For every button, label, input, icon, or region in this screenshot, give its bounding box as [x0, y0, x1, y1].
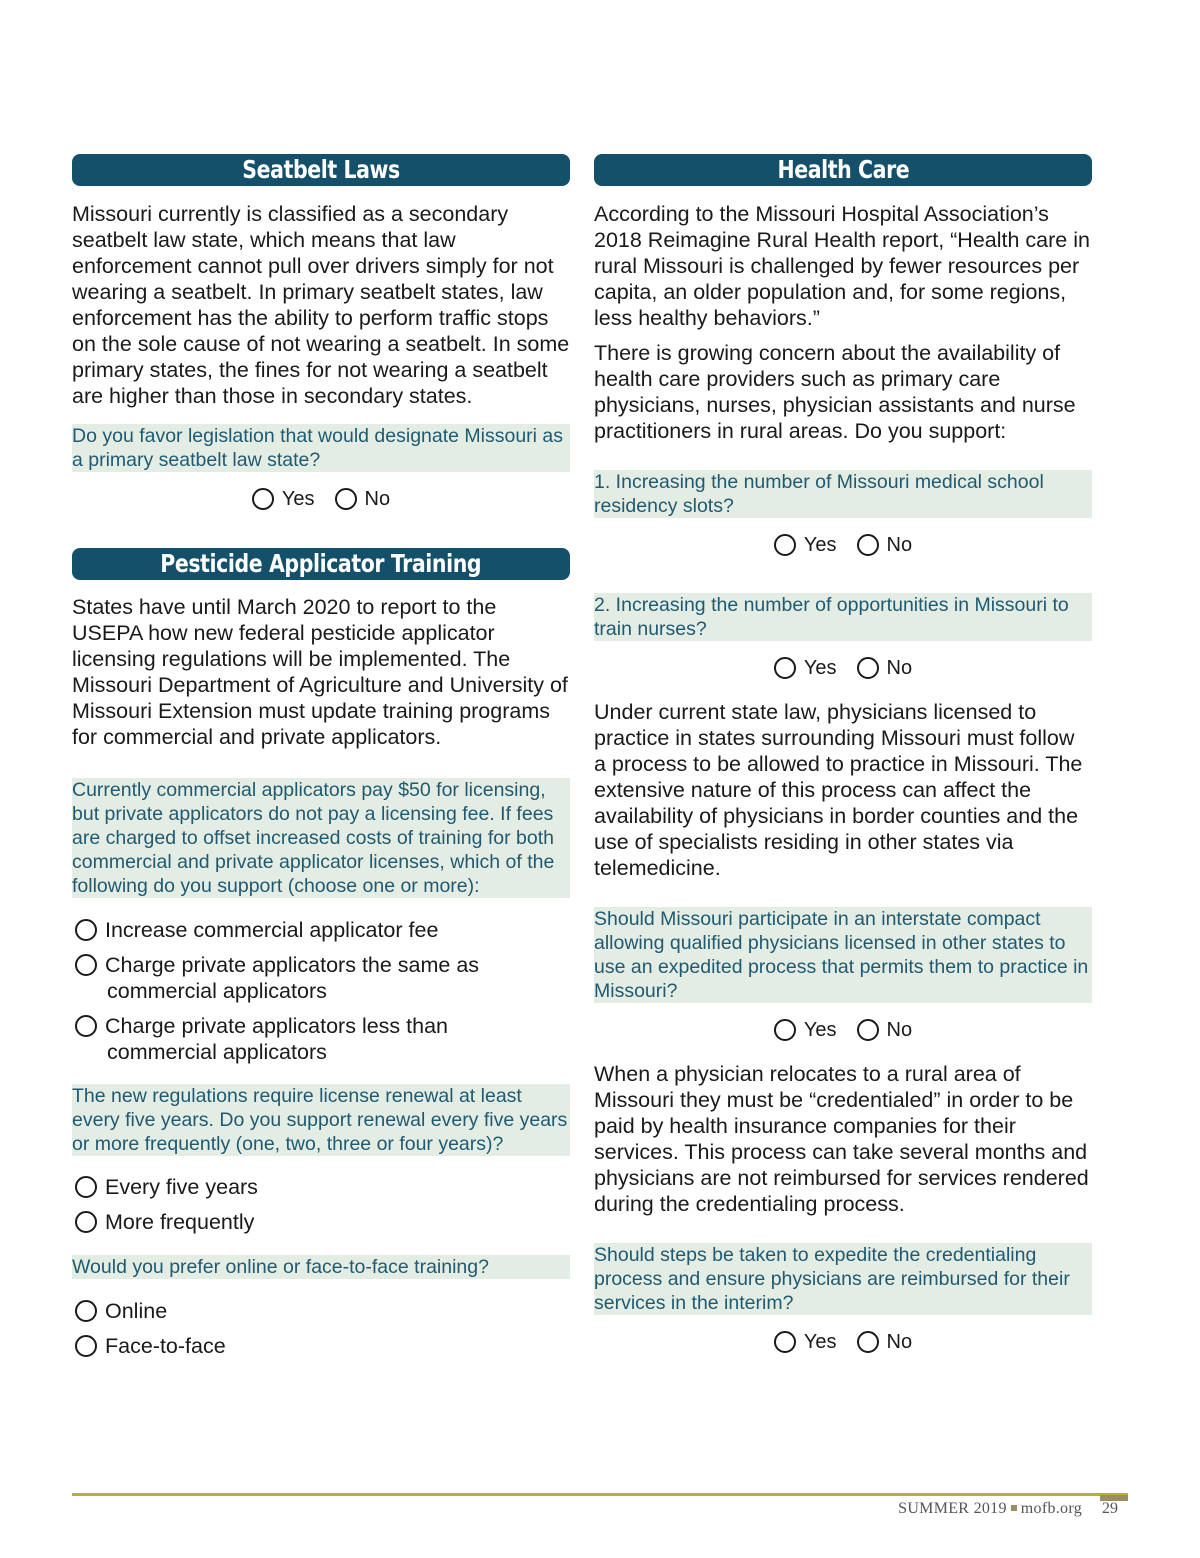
radio-circle-icon[interactable] — [75, 1211, 97, 1233]
health-question-residency: 1. Increasing the number of Missouri medical school residency slots? — [594, 470, 1092, 518]
seatbelt-heading: Seatbelt Laws — [72, 154, 570, 186]
radio-circle-icon[interactable] — [774, 1331, 796, 1353]
training-option-online[interactable]: Online — [72, 1298, 570, 1324]
radio-circle-icon[interactable] — [75, 954, 97, 976]
pesticide-heading: Pesticide Applicator Training — [72, 548, 570, 580]
credentialing-answer — [594, 1330, 1092, 1354]
pesticide-renewal-question: The new regulations require license renewal at least every five years. Do you support renewal every five years or more frequently (one, two, three or four years)? — [72, 1084, 570, 1156]
health-intro: According to the Missouri Hospital Association’s 2018 Reimagine Rural Health report, “Health care in rural Missouri is challenged by fewer resources per capita, an older population and, for some regions, less healthy behaviors.” — [594, 202, 1090, 330]
health-question-credentialing: Should steps be taken to expedite the credentialing process and ensure physicians are reimbursed for their services in the interim? — [594, 1243, 1092, 1315]
health-heading: Health Care — [594, 154, 1092, 186]
renewal-option-five-years[interactable]: Every five years — [72, 1174, 570, 1200]
radio-circle-icon[interactable] — [75, 1176, 97, 1198]
health-question-compact: Should Missouri participate in an interstate compact allowing qualified physicians licensed in other states to use an expedited process that permits them to practice in Missouri? — [594, 907, 1092, 1003]
left-column — [72, 154, 570, 1368]
radio-circle-icon[interactable] — [857, 1019, 879, 1041]
fee-option-private-same[interactable]: Charge private applicators the same as commercial applicators — [72, 952, 570, 1004]
health-law-paragraph: Under current state law, physicians licensed to practice in states surrounding Missouri must follow a process to be allowed to practice in Missouri. The extensive nature of this process can affect the availability of physicians in border counties and the use of specialists residing in other states via telemedicine. — [594, 700, 1083, 880]
square-bullet-icon — [1011, 1505, 1017, 1511]
radio-circle-icon[interactable] — [75, 1015, 97, 1037]
radio-circle-icon[interactable] — [774, 534, 796, 556]
radio-circle-icon[interactable] — [75, 1335, 97, 1357]
compact-no-option[interactable]: No — [857, 1018, 913, 1042]
radio-circle-icon[interactable] — [857, 657, 879, 679]
residency-no-option[interactable]: No — [857, 533, 913, 557]
seatbelt-body: Missouri currently is classified as a secondary seatbelt law state, which means that law enforcement cannot pull over drivers simply for not wearing a seatbelt. In primary seatbelt states, law enforcement has the ability to perform traffic stops on the sole cause of not wearing a seatbelt. In some primary states, the fines for not wearing a seatbelt are higher than those in secondary states. — [72, 202, 570, 408]
fee-option-increase-commercial[interactable]: Increase commercial applicator fee — [72, 917, 570, 943]
page-number: 29 — [1102, 1500, 1118, 1517]
radio-circle-icon[interactable] — [75, 1300, 97, 1322]
fee-options — [72, 917, 570, 1065]
health-question-nurses: 2. Increasing the number of opportunities in Missouri to train nurses? — [594, 593, 1092, 641]
nurses-no-option[interactable]: No — [857, 656, 913, 680]
seatbelt-no-option[interactable]: No — [335, 487, 391, 511]
seatbelt-yes-option[interactable]: Yes — [252, 487, 315, 511]
radio-circle-icon[interactable] — [252, 488, 274, 510]
residency-yes-option[interactable]: Yes — [774, 533, 837, 557]
radio-circle-icon[interactable] — [857, 1331, 879, 1353]
credentialing-yes-option[interactable]: Yes — [774, 1330, 837, 1354]
radio-circle-icon[interactable] — [857, 534, 879, 556]
pesticide-body: States have until March 2020 to report to the USEPA how new federal pesticide applicator licensing regulations will be implemented. The Missouri Department of Agriculture and University of Missouri Extension must update training programs for commercial and private applicators. — [72, 595, 568, 749]
renewal-option-more-frequently[interactable]: More frequently — [72, 1209, 570, 1235]
footer-issue-site: SUMMER 2019 mofb.org — [898, 1500, 1082, 1517]
radio-circle-icon[interactable] — [774, 1019, 796, 1041]
right-column — [594, 154, 1092, 1354]
radio-circle-icon[interactable] — [335, 488, 357, 510]
seatbelt-question: Do you favor legislation that would designate Missouri as a primary seatbelt law state? — [72, 424, 570, 472]
nurses-yes-option[interactable]: Yes — [774, 656, 837, 680]
footer-rule — [72, 1493, 1128, 1496]
pesticide-training-question: Would you prefer online or face-to-face training? — [72, 1255, 570, 1279]
nurses-answer — [594, 656, 1092, 680]
fee-option-private-less[interactable]: Charge private applicators less than commercial applicators — [72, 1013, 570, 1065]
radio-circle-icon[interactable] — [774, 657, 796, 679]
radio-circle-icon[interactable] — [75, 919, 97, 941]
renewal-options — [72, 1174, 570, 1235]
residency-answer — [594, 533, 1092, 557]
training-options — [72, 1298, 570, 1359]
pesticide-fee-question: Currently commercial applicators pay $50 for licensing, but private applicators do not pay a licensing fee. If fees are charged to offset increased costs of training for both commercial and private applicator licenses, which of the following do you support (choose one or more): — [72, 778, 570, 898]
credentialing-no-option[interactable]: No — [857, 1330, 913, 1354]
health-concern: There is growing concern about the availability of health care providers such as primary care physicians, nurses, physician assistants and nurse practitioners in rural areas. Do you support: — [594, 341, 1076, 443]
health-relocate-paragraph: When a physician relocates to a rural area of Missouri they must be “credentialed” in order to be paid by health insurance companies for their services. This process can take several months and physicians are not reimbursed for services rendered during the credentialing process. — [594, 1062, 1089, 1216]
compact-yes-option[interactable]: Yes — [774, 1018, 837, 1042]
seatbelt-answer — [72, 487, 570, 511]
training-option-face-to-face[interactable]: Face-to-face — [72, 1333, 570, 1359]
compact-answer — [594, 1018, 1092, 1042]
